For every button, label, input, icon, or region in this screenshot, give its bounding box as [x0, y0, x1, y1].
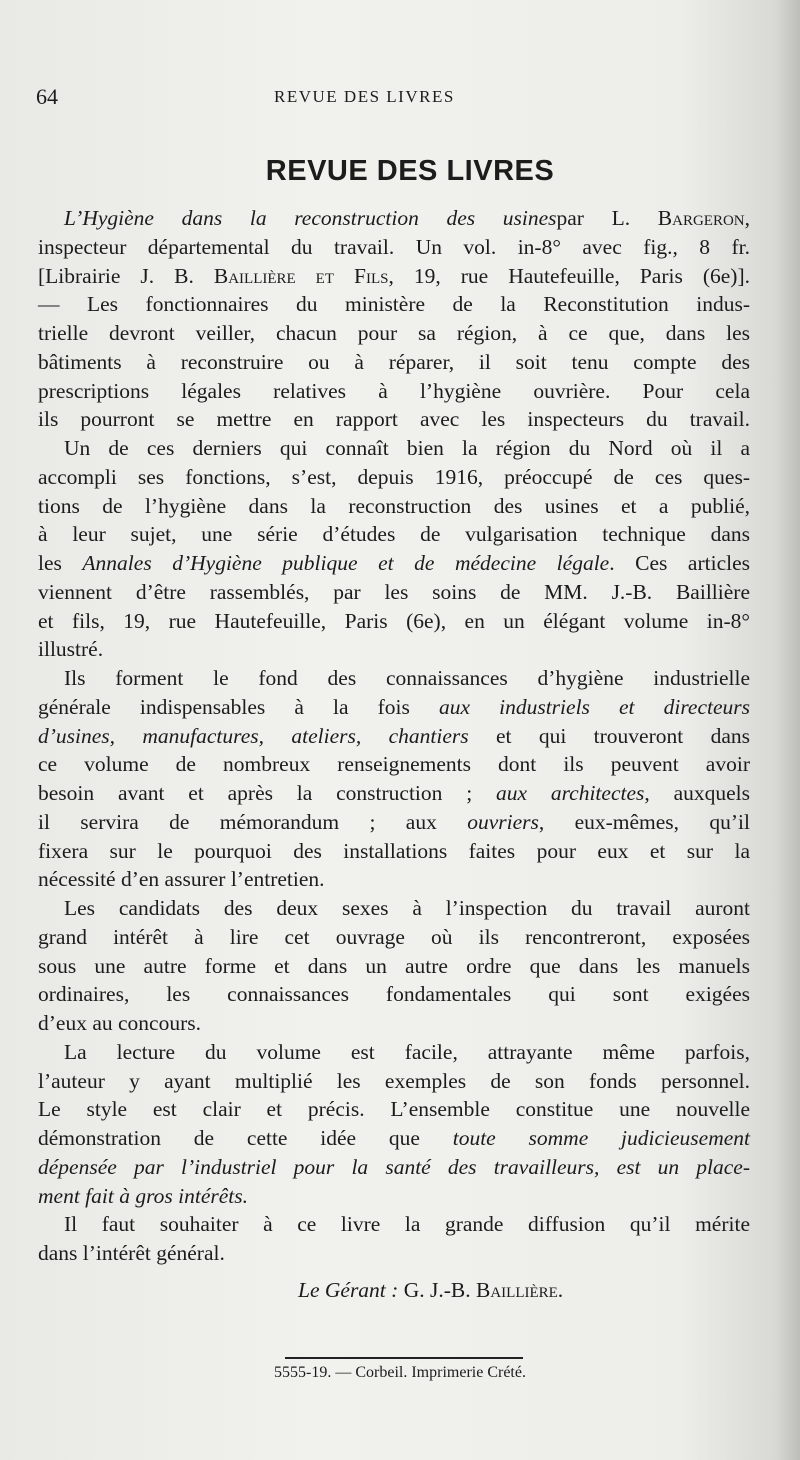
text-line: [38, 492, 750, 521]
section-title: REVUE DES LIVRES: [265, 155, 555, 187]
text-span: et fils, 19, rue Hautefeuille, Paris (6e), en un élégant volume in-8°: [38, 608, 750, 633]
signature-line: [38, 1276, 750, 1305]
text-span: générale indispensables à la fois: [38, 694, 439, 719]
text-line: [38, 377, 750, 406]
text-line: [38, 837, 750, 866]
footer-rule: [285, 1357, 523, 1359]
text-span: Baillière.: [475, 1277, 564, 1302]
text-line: [38, 635, 750, 664]
text-span: Annales d’Hygiène publique et de médecine légale: [82, 551, 610, 575]
text-line: [38, 1153, 750, 1182]
text-span: ce volume de nombreux renseignements dont ils peuvent avoir: [38, 752, 750, 777]
text-line: [38, 894, 750, 923]
text-line: [38, 980, 750, 1009]
text-line: [38, 434, 750, 463]
text-span: Il faut souhaiter à ce livre la grande diffusion qu’il mérite: [64, 1212, 750, 1237]
text-line: [38, 1067, 750, 1096]
text-span: par L.: [556, 206, 658, 230]
text-line: [38, 750, 750, 779]
text-line: [38, 607, 750, 636]
text-span: ouvriers: [467, 809, 539, 834]
running-header: [36, 84, 760, 114]
text-line: [38, 520, 750, 549]
printer-imprint: 5555-19. — Corbeil. Imprimerie Crété.: [274, 1364, 526, 1381]
text-line: [38, 808, 750, 837]
text-span: ordinaires, les connaissances fondamentales qui sont exigées: [38, 982, 750, 1007]
text-span: Ils forment le fond des connaissances d’hygiène industrielle: [64, 666, 750, 690]
text-line: [38, 405, 750, 434]
text-span: Le Gérant :: [298, 1277, 399, 1302]
text-span: nécessité d’en assurer l’entretien.: [38, 867, 325, 892]
text-span: G. J.-B.: [398, 1277, 476, 1302]
text-line: [38, 463, 750, 492]
text-span: Bargeron,: [657, 206, 750, 230]
text-line: [38, 1210, 750, 1239]
text-line: [38, 348, 750, 377]
text-line: [38, 722, 750, 751]
text-span: il servira de mémorandum ; aux: [38, 809, 468, 834]
review-body: [38, 204, 750, 1305]
text-line: [38, 693, 750, 722]
text-line: [38, 664, 750, 693]
text-span: illustré.: [38, 637, 104, 662]
text-line: [38, 233, 750, 262]
text-span: tions de l’hygiène dans la reconstruction des usines et a publié,: [38, 493, 750, 518]
text-span: dépensée par l’industriel pour la santé des travailleurs, est un place-: [38, 1154, 750, 1179]
text-span: démonstration de cette idée que: [38, 1126, 453, 1150]
text-span: La lecture du volume est facile, attrayante même parfois,: [64, 1039, 750, 1064]
text-line: [38, 1038, 750, 1067]
text-span: viennent d’être rassemblés, par les soins de MM. J.-B. Baillière: [38, 579, 750, 604]
text-span: dans l’intérêt général.: [38, 1241, 225, 1265]
text-span: , eux-mêmes, qu’il: [538, 809, 750, 834]
text-line: [38, 204, 750, 233]
text-line: [38, 1095, 750, 1124]
text-span: fixera sur le pourquoi des installations faites pour eux et sur la: [38, 838, 750, 863]
text-span: inspecteur départemental du travail. Un vol. in-8° avec fig., 8 fr.: [38, 234, 750, 259]
text-span: d’usines, manufactures, ateliers, chantiers: [38, 723, 469, 748]
text-line: [38, 1239, 750, 1268]
text-span: Le style est clair et précis. L’ensemble constitue une nouvelle: [38, 1097, 750, 1122]
text-line: [38, 865, 750, 894]
text-line: [38, 1124, 750, 1153]
text-span: bâtiments à reconstruire ou à réparer, il soit tenu compte des: [38, 349, 750, 374]
text-line: [38, 549, 750, 578]
text-span: les: [38, 551, 83, 575]
text-line: [38, 952, 750, 981]
text-line: [38, 1009, 750, 1038]
text-span: L’Hygiène dans la reconstruction des usines: [64, 206, 557, 230]
text-span: grand intérêt à lire cet ouvrage où ils rencontreront, exposées: [38, 924, 750, 949]
text-span: prescriptions légales relatives à l’hygiène ouvrière. Pour cela: [38, 378, 750, 403]
text-span: trielle devront veiller, chacun pour sa région, à ce que, dans les: [38, 321, 750, 345]
text-span: , 19, rue Hautefeuille, Paris (6e)].: [388, 263, 750, 288]
text-span: , auxquels: [644, 781, 750, 805]
text-span: — Les fonctionnaires du ministère de la Reconstitution indus-: [38, 292, 750, 317]
text-span: d’eux au concours.: [38, 1011, 201, 1035]
text-span: Baillière et Fils: [213, 263, 389, 288]
text-span: besoin avant et après la construction ;: [38, 781, 496, 805]
text-span: aux industriels et directeurs: [438, 694, 750, 719]
text-span: accompli ses fonctions, s’est, depuis 1916, préoccupé de ces ques-: [38, 464, 750, 489]
text-span: Les candidats des deux sexes à l’inspection du travail auront: [64, 896, 750, 920]
text-span: . Ces articles: [609, 551, 750, 575]
text-span: ment fait à gros intérêts.: [38, 1183, 249, 1208]
text-line: [38, 578, 750, 607]
text-span: Un de ces derniers qui connaît bien la région du Nord où il a: [64, 436, 750, 460]
page-number: 64: [36, 84, 58, 109]
text-span: à leur sujet, une série d’études de vulgarisation technique dans: [38, 522, 750, 547]
text-span: sous une autre forme et dans un autre ordre que dans les manuels: [38, 953, 750, 978]
text-span: ils pourront se mettre en rapport avec les inspecteurs du travail.: [38, 407, 750, 432]
text-line: [38, 779, 750, 808]
running-title: REVUE DES LIVRES: [274, 87, 455, 106]
text-line: [38, 923, 750, 952]
text-line: [38, 1182, 750, 1211]
text-line: [38, 319, 750, 348]
text-span: et qui trouveront dans: [468, 723, 750, 748]
text-span: l’auteur y ayant multiplié les exemples de son fonds personnel.: [38, 1068, 750, 1093]
text-line: [38, 262, 750, 291]
text-span: toute somme judicieusement: [452, 1126, 750, 1150]
text-span: [Librairie J. B.: [38, 263, 214, 288]
text-span: aux architectes: [496, 781, 645, 805]
text-line: [38, 290, 750, 319]
